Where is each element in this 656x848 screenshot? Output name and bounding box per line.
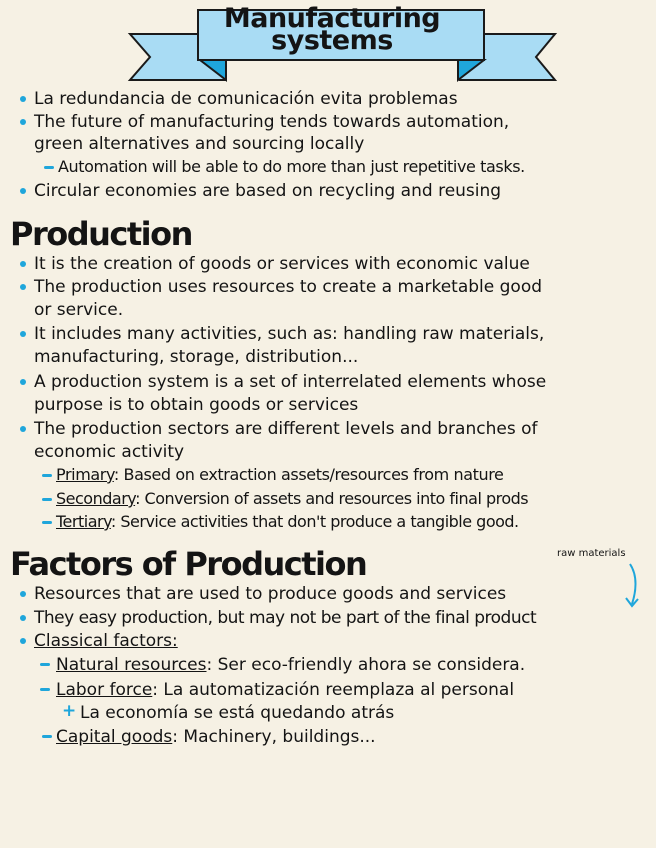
production-bullet-4: A production system is a set of interrelated elements whose: [34, 372, 547, 392]
factor-natural: [56, 655, 525, 675]
production-bullet-5: The production sectors are different levels and branches of: [34, 419, 538, 439]
dash-icon: [40, 688, 50, 691]
bullet-icon: [20, 615, 26, 621]
dash-icon: [42, 735, 52, 738]
sector-tertiary: [56, 512, 519, 532]
factor-capital: [56, 727, 376, 747]
bullet-icon: [20, 261, 26, 267]
factor-labor-subpoint: La economía se está quedando atrás: [80, 703, 395, 723]
bullet-icon: [20, 284, 26, 290]
sector-primary-desc: : Based on extraction assets/resources from nature: [113, 465, 504, 484]
production-bullet-5-cont: economic activity: [34, 442, 185, 462]
sector-primary-term: Primary: [56, 465, 114, 484]
bullet-icon: [20, 331, 26, 337]
title-line-2: systems: [271, 25, 393, 56]
sector-tertiary-term: Tertiary: [56, 512, 111, 531]
section-heading-factors: Factors of Production: [10, 545, 367, 583]
sector-tertiary-desc: : Service activities that don't produce a tangible good.: [110, 512, 519, 531]
production-bullet-3: It includes many activities, such as: handling raw materials,: [34, 324, 545, 344]
intro-bullet-2: The future of manufacturing tends towards automation,: [34, 112, 510, 132]
bullet-icon: [20, 96, 26, 102]
intro-bullet-1: La redundancia de comunicación evita problemas: [34, 89, 458, 109]
bullet-icon: [20, 426, 26, 432]
bullet-icon: [20, 638, 26, 644]
production-bullet-2-cont: or service.: [34, 300, 124, 320]
title-line-1: Manufacturing: [223, 3, 441, 34]
dash-icon: [42, 498, 52, 501]
factors-bullet-1: Resources that are used to produce goods and services: [34, 584, 507, 604]
factor-labor-desc: : La automatización reemplaza al personal: [152, 680, 515, 700]
section-heading-production: Production: [10, 215, 192, 253]
production-bullet-2: The production uses resources to create a marketable good: [34, 277, 543, 297]
bullet-icon: [20, 379, 26, 385]
factor-labor-term: Labor force: [56, 680, 153, 700]
dash-icon: [44, 166, 54, 169]
intro-subpoint: Automation will be able to do more than just repetitive tasks.: [58, 157, 525, 176]
factors-bullet-3: Classical factors:: [34, 631, 178, 651]
factor-capital-term: Capital goods: [56, 727, 173, 747]
bullet-icon: [20, 188, 26, 194]
production-bullet-3-cont: manufacturing, storage, distribution...: [34, 347, 359, 367]
factor-capital-desc: : Machinery, buildings...: [172, 727, 376, 747]
intro-bullet-3: Circular economies are based on recycling and reusing: [34, 181, 502, 201]
margin-note: raw materials: [557, 548, 626, 559]
dash-icon: [42, 521, 52, 524]
sector-primary: [56, 465, 504, 485]
page-title: [196, 3, 468, 56]
intro-bullet-2-cont: green alternatives and sourcing locally: [34, 134, 365, 154]
dash-icon: [42, 474, 52, 477]
arrow-down-icon: [620, 562, 644, 610]
production-bullet-1: It is the creation of goods or services with economic value: [34, 254, 530, 274]
sector-secondary: [56, 489, 528, 509]
factor-natural-desc: : Ser eco-friendly ahora se considera.: [206, 655, 526, 675]
factor-natural-term: Natural resources: [56, 655, 207, 675]
bullet-icon: [20, 119, 26, 125]
sector-secondary-term: Secondary: [56, 489, 136, 508]
dash-icon: [40, 663, 50, 666]
factor-labor: [56, 680, 514, 700]
bullet-icon: [20, 591, 26, 597]
plus-icon: +: [62, 701, 77, 721]
sector-secondary-desc: : Conversion of assets and resources into final prods: [135, 489, 529, 508]
production-bullet-4-cont: purpose is to obtain goods or services: [34, 395, 359, 415]
title-banner: [0, 0, 656, 90]
factors-bullet-2: They easy production, but may not be part of the final product: [34, 608, 537, 628]
